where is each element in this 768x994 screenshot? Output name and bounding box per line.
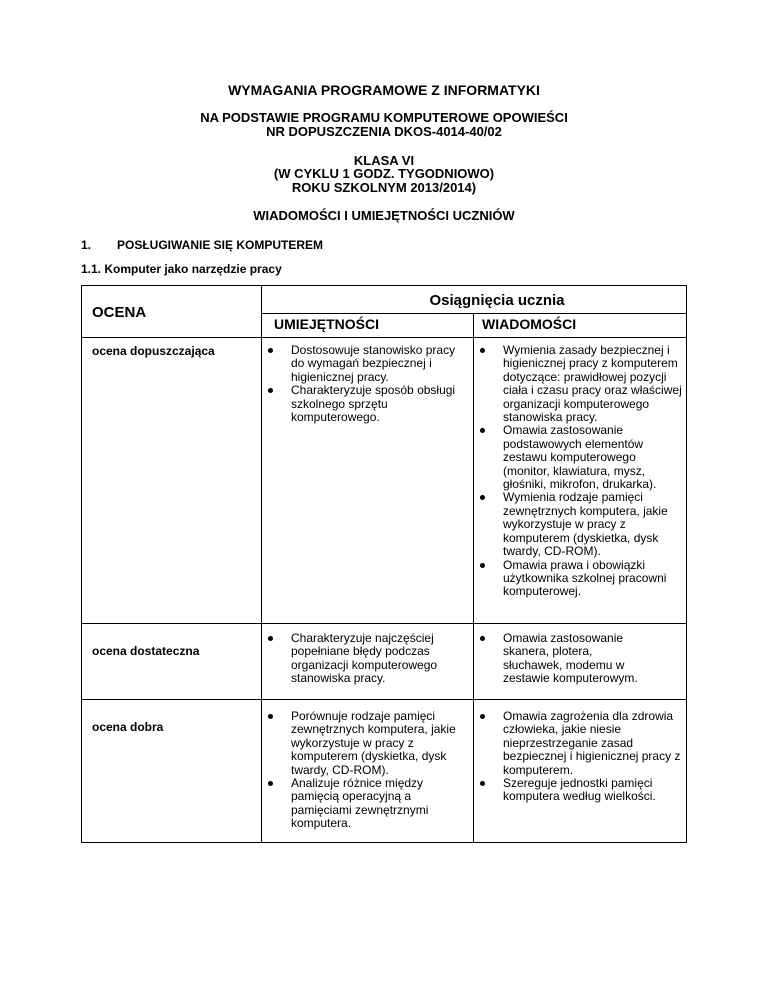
row2-skills — [265, 632, 445, 686]
header-knowledge: WIADOMOŚCI — [482, 316, 577, 332]
approval-number-line: NR DOPUSZCZENIA DKOS-4014-40/02 — [266, 124, 502, 139]
row3-skills — [265, 710, 467, 831]
row1-bottom-line — [82, 623, 686, 624]
header-achievements: Osiągnięcia ucznia — [429, 292, 565, 309]
list-item: Porównuje rodzaje pamięci zewnętrznych komputera, jakie wykorzystuje w pracy z komputerem (dyskietka, dysk twardy, CD-ROM). — [265, 710, 467, 777]
list-item: Wymienia rodzaje pamięci zewnętrznych komputera, jakie wykorzystuje w pracy z komputerem (dyskietka, dysk twardy, CD-ROM). — [477, 491, 685, 558]
document-title: WYMAGANIA PROGRAMOWE Z INFORMATYKI — [228, 82, 540, 98]
col-divider-1 — [261, 286, 262, 842]
list-item: Analizuje różnice między pamięcią operacyjną a pamięciami zewnętrznymi komputera. — [265, 777, 467, 831]
row-label-dostateczna: ocena dostateczna — [92, 644, 200, 658]
knowledge-skills-heading: WIADOMOŚCI I UMIEJĘTNOŚCI UCZNIÓW — [253, 208, 515, 223]
list-item: Charakteryzuje najczęściej popełniane błędy podczas organizacji komputerowego stanowiska pracy. — [265, 632, 445, 686]
row2-bottom-line — [82, 699, 686, 700]
row1-skills — [265, 344, 467, 424]
section-number: 1. — [81, 238, 92, 252]
list-item: Wymienia zasady bezpiecznej i higienicznej pracy z komputerem dotyczące: prawidłowej pozycji ciała i czasu pracy oraz właściwej organizacji komputerowego stanowiska pracy. — [477, 344, 685, 424]
program-line: NA PODSTAWIE PROGRAMU KOMPUTEROWE OPOWIEŚCI — [200, 110, 568, 125]
row-label-dopuszczajaca: ocena dopuszczająca — [92, 344, 215, 358]
section-title: POSŁUGIWANIE SIĘ KOMPUTEREM — [117, 238, 324, 252]
row-label-dobra: ocena dobra — [92, 720, 164, 734]
group-header-underline — [261, 313, 686, 314]
list-item: Omawia zagrożenia dla zdrowia człowieka, jakie niesie nieprzestrzeganie zasad bezpiecznej i higienicznej pracy z komputerem. — [477, 710, 685, 777]
list-item: Szereguje jednostki pamięci komputera według wielkości. — [477, 777, 685, 804]
row3-knowledge — [477, 710, 685, 804]
requirements-table — [81, 285, 687, 843]
header-bottom-line — [82, 337, 686, 338]
subsection-heading: 1.1. Komputer jako narzędzie pracy — [81, 262, 282, 276]
list-item: Omawia zastosowanie podstawowych elementów zestawu komputerowego (monitor, klawiatura, mysz, głośniki, mikrofon, drukarka). — [477, 424, 685, 491]
col-divider-2 — [473, 313, 474, 842]
header-skills: UMIEJĘTNOŚCI — [274, 316, 380, 332]
class-line: KLASA VI — [353, 153, 415, 168]
list-item: Omawia prawa i obowiązki użytkownika szkolnej pracowni komputerowej. — [477, 559, 685, 599]
list-item: Charakteryzuje sposób obsługi szkolnego sprzętu komputerowego. — [265, 384, 467, 424]
hours-line: (W CYKLU 1 GODZ. TYGODNIOWO) — [273, 166, 495, 181]
row1-knowledge — [477, 344, 685, 599]
list-item: Dostosowuje stanowisko pracy do wymagań bezpiecznej i higienicznej pracy. — [265, 344, 467, 384]
row2-knowledge — [477, 632, 647, 686]
header-ocena: OCENA — [92, 304, 147, 321]
list-item: Omawia zastosowanie skanera, plotera, słuchawek, modemu w zestawie komputerowym. — [477, 632, 647, 686]
school-year-line: ROKU SZKOLNYM 2013/2014) — [291, 180, 477, 195]
section-heading — [81, 238, 323, 252]
